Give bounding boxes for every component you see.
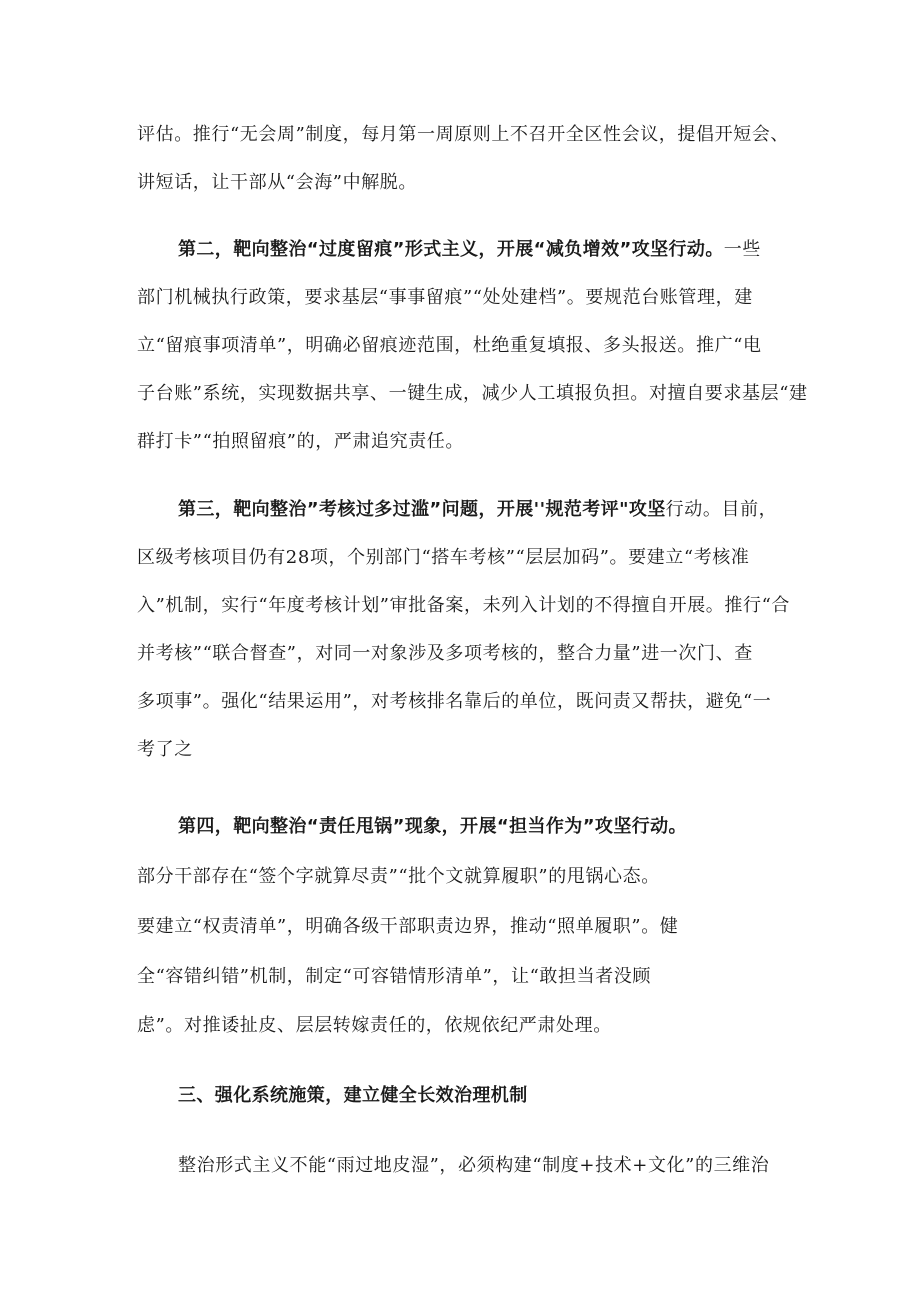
text-line: 入”机制，实行“年度考核计划”审批备案，未列入计划的不得擅自开展。推行“合 (137, 595, 791, 616)
text-line: 要建立“权责清单”，明确各级干部职责边界，推动“照单履职”。健 (137, 916, 679, 937)
text-line: 考了之 (137, 739, 193, 760)
text-line: 部分干部存在“签个字就算尽责”“批个文就算履职”的甩锅心态。 (137, 866, 660, 887)
section-heading: 第二，靶向整治“过度留痕”形式主义，开展“减负增效”攻坚行动。 (178, 239, 724, 260)
paragraph-first-line (178, 497, 777, 523)
text-line: 群打卡”“拍照留痕”的，严肃追究责任。 (137, 431, 465, 452)
text-line: 子台账”系统，实现数据共享、一键生成，减少人工填报负担。对擅自要求基层“建 (137, 383, 808, 404)
text-line: 部门机械执行政策，要求基层“事事留痕”“处处建档”。要规范台账管理，建 (137, 287, 753, 308)
text-line: 评估。推行“无会周”制度，每月第一周原则上不召开全区性会议，提倡开短会、 (137, 124, 790, 145)
text-line: 立“留痕事项清单”，明确必留痕迹范围，杜绝重复填报、多头报送。推广“电 (137, 335, 762, 356)
section-heading: 三、强化系统施策，建立健全长效治理机制 (178, 1085, 528, 1106)
paragraph-first-line: 整治形式主义不能“雨过地皮湿”，必须构建“制度+技术+文化”的三维治 (178, 1155, 770, 1176)
section-heading: 第三，靶向整治”考核过多过滥”问题，开展''规范考评"攻坚 (178, 499, 666, 520)
section-heading: 第四，靶向整治“责任甩锅”现象，开展“担当作为”攻坚行动。 (178, 816, 687, 837)
text-line: 区级考核项目仍有28项，个别部门“搭车考核”“层层加码”。要建立“考核准 (137, 547, 750, 568)
text-fragment: 一些 (723, 239, 761, 260)
text-line: 并考核”“联合督查”，对同一对象涉及多项考核的，整合力量”进一次门、查 (137, 643, 753, 664)
text-line: 讲短话，让干部从“会海”中解脱。 (137, 172, 418, 193)
text-line: 全“容错纠错”机制，制定“可容错情形清单”，让“敢担当者没顾 (137, 966, 652, 987)
paragraph-first-line (178, 237, 761, 263)
paragraph-first-line (178, 814, 687, 840)
text-line: 虑”。对推诿扯皮、层层转嫁责任的，依规依纪严肃处理。 (137, 1015, 612, 1036)
text-line: 多项事”。强化“结果运用”，对考核排名靠后的单位，既问责又帮扶，避免“一 (137, 691, 772, 712)
text-fragment: 行动。目前， (665, 499, 778, 520)
